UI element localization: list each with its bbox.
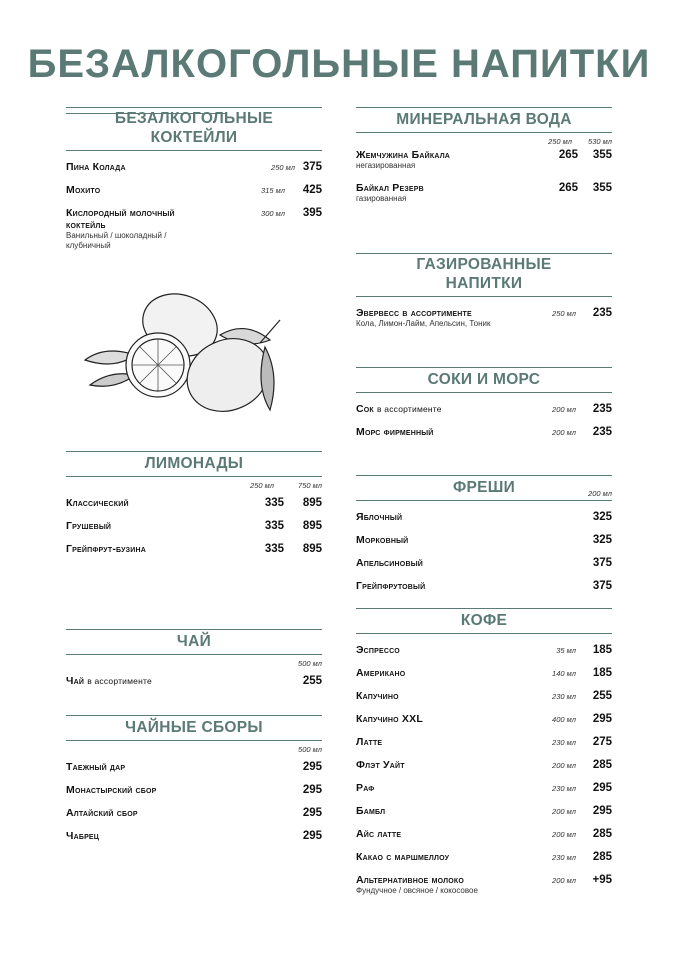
item-name: Грейпфрут-бузина — [66, 543, 146, 555]
item-volume: 200 мл — [552, 405, 576, 414]
menu-item — [66, 520, 322, 543]
item-price: 295 — [592, 782, 612, 794]
item-desc: Ванильный / шоколадный / клубничный — [66, 231, 167, 250]
volume-2: 530 мл — [588, 137, 612, 146]
item-price-530: 355 — [592, 149, 612, 161]
menu-item — [356, 511, 612, 534]
item-name: Алтайский сбор — [66, 807, 138, 819]
item-price-250: 335 — [264, 497, 284, 509]
menu-item — [356, 713, 612, 736]
item-price: 275 — [592, 736, 612, 748]
tea-blends-title: ЧАЙНЫЕ СБОРЫ — [66, 715, 322, 741]
item-price-750: 895 — [302, 543, 322, 555]
item-name: Капучино — [356, 690, 399, 702]
section-tea-blends — [66, 715, 322, 853]
section-soda — [356, 253, 612, 330]
item-name: Пина Колада — [66, 161, 126, 173]
item-price: 295 — [302, 807, 322, 819]
menu-item — [66, 761, 322, 784]
item-name: Раф — [356, 782, 375, 794]
menu-item — [356, 534, 612, 557]
menu-item — [356, 426, 612, 449]
item-desc: газированная — [356, 194, 407, 203]
item-desc: Фундучное / овсяное / кокосовое — [356, 886, 478, 895]
item-price-250: 265 — [558, 182, 578, 194]
item-volume: 200 мл — [552, 428, 576, 437]
item-volume: 230 мл — [552, 738, 576, 747]
item-price: 395 — [302, 207, 322, 219]
item-volume: 200 мл — [552, 830, 576, 839]
item-price: 185 — [592, 667, 612, 679]
menu-item — [356, 182, 612, 205]
volume-1: 250 мл — [250, 481, 274, 490]
item-price: 425 — [302, 184, 322, 196]
item-volume: 200 мл — [552, 876, 576, 885]
item-name: Айс латте — [356, 828, 402, 840]
item-volume: 400 мл — [552, 715, 576, 724]
item-price: 285 — [592, 759, 612, 771]
menu-item — [356, 307, 612, 330]
item-price: 295 — [592, 805, 612, 817]
page-title: БЕЗАЛКОГОЛЬНЫЕ НАПИТКИ — [27, 42, 651, 86]
menu-item — [356, 580, 612, 603]
menu-item — [356, 782, 612, 805]
menu-item — [356, 828, 612, 851]
juices-title: СОКИ И МОРС — [356, 367, 612, 393]
item-price-750: 895 — [302, 497, 322, 509]
item-price-750: 895 — [302, 520, 322, 532]
item-name: Какао с маршмеллоу — [356, 851, 450, 863]
item-name: Морковный — [356, 534, 409, 546]
menu-item — [356, 403, 612, 426]
menu-item — [66, 675, 322, 698]
item-price: 235 — [592, 307, 612, 319]
item-price: 295 — [302, 830, 322, 842]
item-volume: 200 мл — [552, 761, 576, 770]
item-name: Чабрец — [66, 830, 100, 842]
item-name: Яблочный — [356, 511, 403, 523]
coffee-title: КОФЕ — [356, 608, 612, 634]
item-volume: 230 мл — [552, 784, 576, 793]
item-volume: 250 мл — [271, 163, 295, 172]
item-name: Капучино XXL — [356, 713, 423, 725]
item-subtitle: в ассортименте — [377, 404, 442, 414]
item-price: 235 — [592, 403, 612, 415]
soda-title: ГАЗИРОВАННЫЕ НАПИТКИ — [356, 253, 612, 297]
item-price-530: 355 — [592, 182, 612, 194]
menu-item — [356, 805, 612, 828]
menu-item — [66, 543, 322, 566]
volume-header — [356, 133, 612, 149]
item-price: 295 — [302, 784, 322, 796]
cocktails-title: БЕЗАЛКОГОЛЬНЫЕ КОКТЕЙЛИ — [66, 107, 322, 151]
mineral-title: МИНЕРАЛЬНАЯ ВОДА — [356, 107, 612, 133]
item-name: Эспрессо — [356, 644, 400, 656]
section-fresh — [356, 475, 612, 603]
item-name: Американо — [356, 667, 406, 679]
fresh-header — [356, 475, 612, 501]
item-volume: 230 мл — [552, 853, 576, 862]
item-name-text: Чай — [66, 675, 85, 687]
item-price: 375 — [592, 557, 612, 569]
item-price: +95 — [592, 874, 612, 886]
item-price: 185 — [592, 644, 612, 656]
menu-item — [356, 667, 612, 690]
coffee-list — [356, 644, 612, 897]
item-volume: 300 мл — [261, 209, 285, 218]
item-name: Альтернативное молоко — [356, 874, 465, 886]
fresh-volume: 200 мл — [588, 489, 612, 498]
volume: 500 мл — [298, 745, 322, 754]
item-name: Жемчужина Байкала — [356, 149, 451, 161]
menu-item — [66, 830, 322, 853]
item-volume: 35 мл — [556, 646, 576, 655]
item-price: 255 — [592, 690, 612, 702]
item-price: 235 — [592, 426, 612, 438]
item-name: Морс фирменный — [356, 426, 434, 438]
item-price: 255 — [302, 675, 322, 687]
lemonades-title: ЛИМОНАДЫ — [66, 451, 322, 477]
item-volume: 230 мл — [552, 692, 576, 701]
volume-2: 750 мл — [298, 481, 322, 490]
item-name: Кислородный молочный коктейль — [66, 207, 175, 231]
volume-header — [66, 741, 322, 757]
menu-item — [66, 161, 322, 184]
menu-item — [356, 149, 612, 182]
item-name — [66, 675, 322, 687]
menu-item — [66, 184, 322, 207]
menu-item — [356, 736, 612, 759]
menu-item — [356, 874, 612, 897]
menu-item — [356, 851, 612, 874]
item-price: 295 — [302, 761, 322, 773]
item-volume: 140 мл — [552, 669, 576, 678]
item-price: 375 — [592, 580, 612, 592]
section-lemonades — [66, 451, 322, 566]
item-price-250: 335 — [264, 543, 284, 555]
volume-1: 250 мл — [548, 137, 572, 146]
item-volume: 200 мл — [552, 807, 576, 816]
volume-header — [66, 655, 322, 671]
item-subtitle: в ассортименте — [87, 676, 152, 686]
item-price-250: 335 — [264, 520, 284, 532]
item-price: 295 — [592, 713, 612, 725]
item-price: 375 — [302, 161, 322, 173]
fresh-title: ФРЕШИ — [452, 479, 516, 496]
menu-item — [66, 207, 322, 251]
item-desc: негазированная — [356, 161, 416, 170]
item-name: Грушевый — [66, 520, 112, 532]
item-price: 285 — [592, 828, 612, 840]
menu-item — [66, 497, 322, 520]
item-volume: 250 мл — [552, 309, 576, 318]
lemons-illustration — [80, 285, 290, 420]
item-name: Грейпфрутовый — [356, 580, 426, 592]
item-name: Монастырский сбор — [66, 784, 157, 796]
menu-item — [356, 690, 612, 713]
section-cocktails-block — [66, 107, 322, 251]
item-price-250: 265 — [558, 149, 578, 161]
section-mineral-water — [356, 107, 612, 205]
volume-header — [66, 477, 322, 493]
section-juices — [356, 367, 612, 449]
item-name: Флэт Уайт — [356, 759, 405, 771]
volume: 500 мл — [298, 659, 322, 668]
item-name: Мохито — [66, 184, 101, 196]
section-tea — [66, 629, 322, 698]
item-price: 325 — [592, 534, 612, 546]
item-name: Апельсиновый — [356, 557, 423, 569]
menu-item — [356, 759, 612, 782]
menu-item — [356, 644, 612, 667]
item-name: Латте — [356, 736, 383, 748]
item-name: Бамбл — [356, 805, 386, 817]
item-desc: Кола, Лимон-Лайм, Апельсин, Тоник — [356, 319, 491, 328]
item-name: Эвервесс в ассортименте — [356, 307, 472, 319]
menu-item — [66, 784, 322, 807]
item-volume: 315 мл — [261, 186, 285, 195]
section-coffee — [356, 608, 612, 897]
item-name-text: Сок — [356, 403, 374, 415]
item-name: Таежный дар — [66, 761, 126, 773]
item-price: 325 — [592, 511, 612, 523]
item-name: Байкал Резерв — [356, 182, 424, 194]
item-name: Классический — [66, 497, 129, 509]
menu-item — [66, 807, 322, 830]
tea-title: ЧАЙ — [66, 629, 322, 655]
item-price: 285 — [592, 851, 612, 863]
menu-item — [356, 557, 612, 580]
